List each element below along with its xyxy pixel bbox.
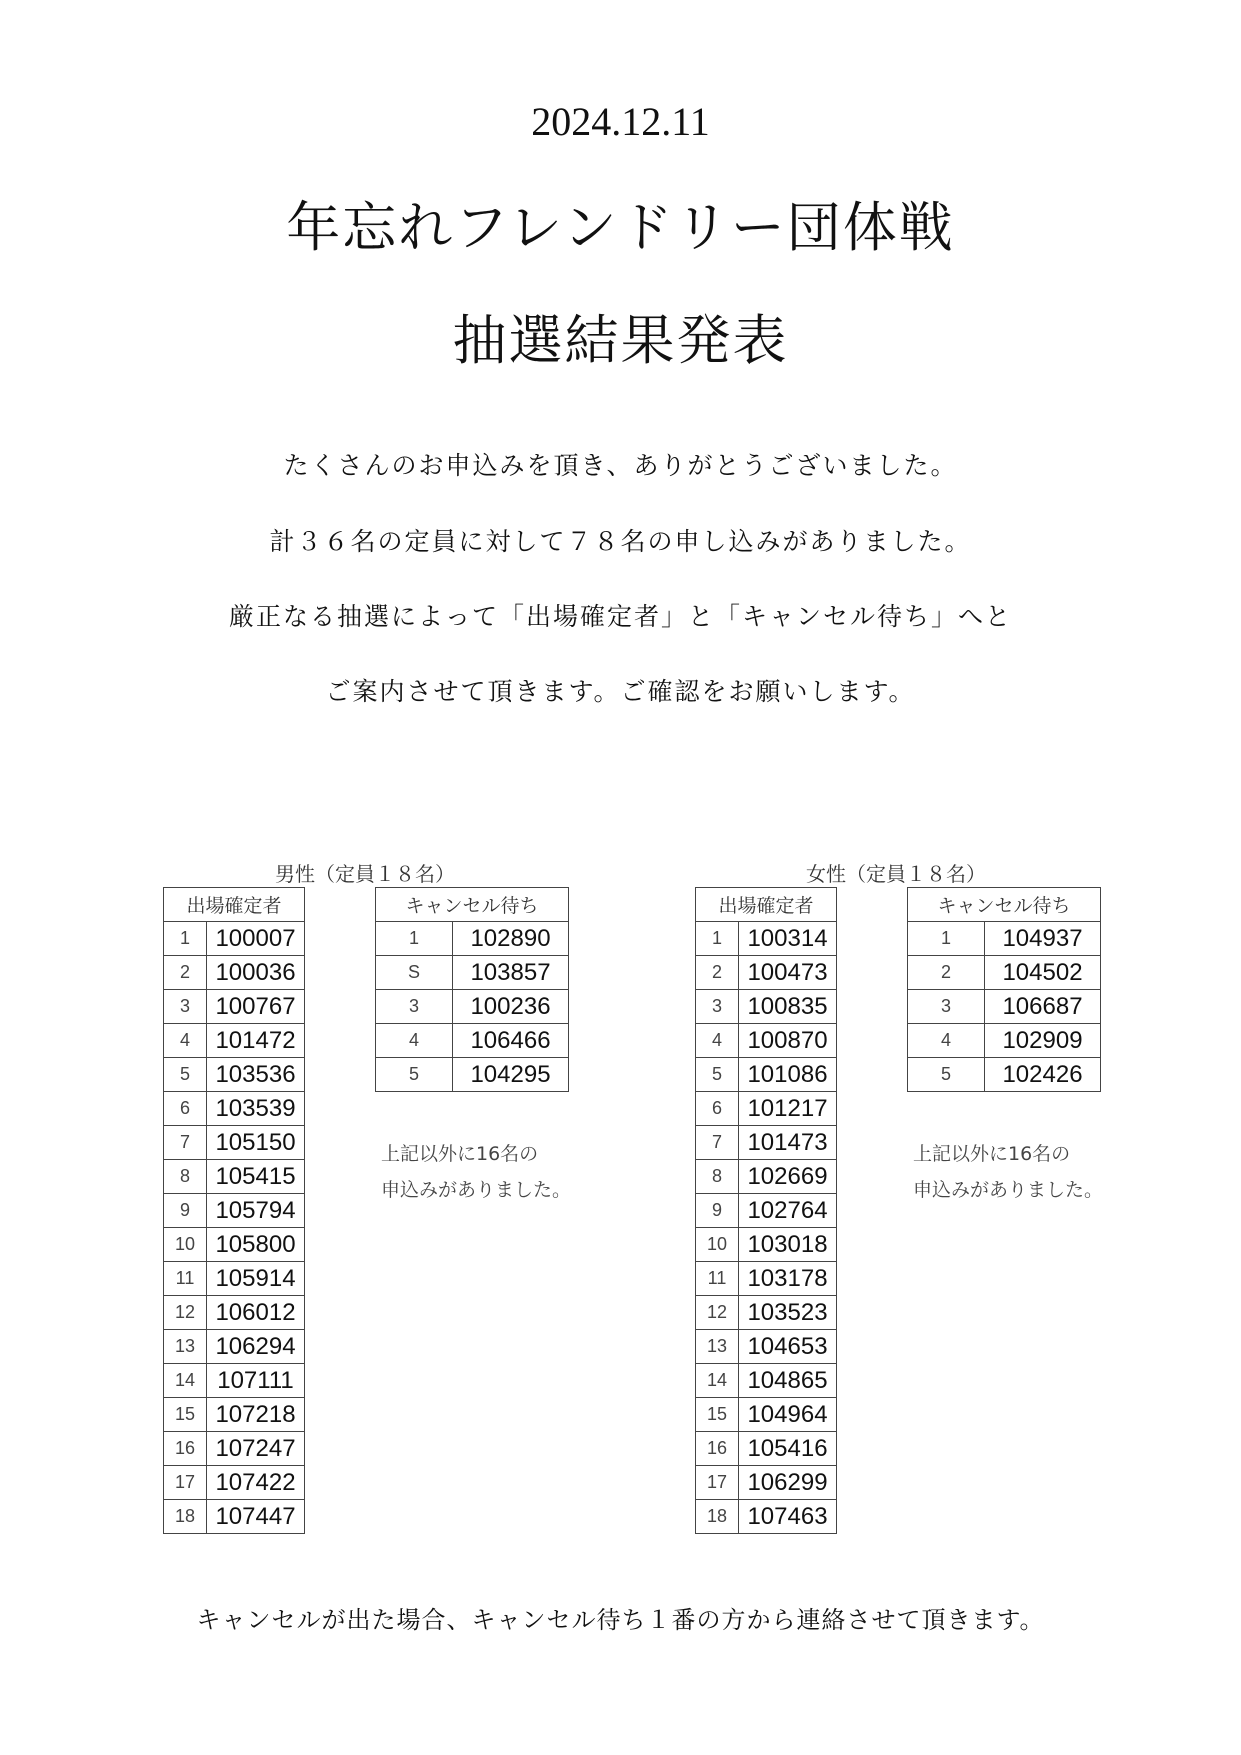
applicant-id: 102669: [739, 1160, 837, 1194]
applicant-id: 104653: [739, 1330, 837, 1364]
row-number: 15: [696, 1398, 739, 1432]
row-number: S: [376, 956, 453, 990]
note-line: 申込みがありました。: [381, 1179, 572, 1201]
intro-line: 厳正なる抽選によって「出場確定者」と「キャンセル待ち」へと: [228, 602, 1012, 631]
table-row: [696, 1466, 837, 1500]
applicant-id: 103539: [207, 1092, 305, 1126]
row-number: 4: [696, 1024, 739, 1058]
row-number: 13: [164, 1330, 207, 1364]
applicant-id: 106466: [453, 1024, 569, 1058]
table-row: [164, 1466, 305, 1500]
row-number: 15: [164, 1398, 207, 1432]
men-remaining-note: [381, 1136, 571, 1208]
applicant-id: 100767: [207, 990, 305, 1024]
row-number: 11: [164, 1262, 207, 1296]
row-number: 1: [908, 922, 985, 956]
table-row: [164, 1500, 305, 1534]
applicant-id: 106012: [207, 1296, 305, 1330]
women-waitlist-table: [907, 887, 1101, 1092]
table-row: [376, 1024, 569, 1058]
men-confirmed-table: [163, 887, 305, 1534]
row-number: 17: [696, 1466, 739, 1500]
row-number: 1: [696, 922, 739, 956]
waitlist-header: キャンセル待ち: [908, 888, 1101, 922]
table-row: [696, 1160, 837, 1194]
table-row: [164, 956, 305, 990]
applicant-id: 100236: [453, 990, 569, 1024]
table-row: [696, 1228, 837, 1262]
table-row: [696, 1024, 837, 1058]
applicant-id: 100835: [739, 990, 837, 1024]
applicant-id: 101473: [739, 1126, 837, 1160]
row-number: 7: [164, 1126, 207, 1160]
announcement-date: 2024.12.11: [531, 99, 710, 144]
table-row: [696, 1330, 837, 1364]
applicant-id: 105800: [207, 1228, 305, 1262]
table-row: [164, 1160, 305, 1194]
table-row: [696, 1058, 837, 1092]
applicant-id: 105416: [739, 1432, 837, 1466]
table-row: [376, 956, 569, 990]
table-row: [696, 1092, 837, 1126]
note-line: 上記以外に16名の: [381, 1143, 539, 1165]
table-row: [696, 1126, 837, 1160]
applicant-id: 103523: [739, 1296, 837, 1330]
row-number: 3: [376, 990, 453, 1024]
row-number: 1: [164, 922, 207, 956]
row-number: 4: [376, 1024, 453, 1058]
row-number: 3: [908, 990, 985, 1024]
table-row: [696, 1296, 837, 1330]
applicant-id: 106294: [207, 1330, 305, 1364]
row-number: 5: [164, 1058, 207, 1092]
applicant-id: 107447: [207, 1500, 305, 1534]
table-row: [164, 1024, 305, 1058]
table-row: [164, 1194, 305, 1228]
row-number: 4: [908, 1024, 985, 1058]
applicant-id: 106299: [739, 1466, 837, 1500]
row-number: 18: [164, 1500, 207, 1534]
row-number: 6: [696, 1092, 739, 1126]
applicant-id: 101086: [739, 1058, 837, 1092]
footer-notice: キャンセルが出た場合、キャンセル待ち１番の方から連絡させて頂きます。: [196, 1606, 1045, 1634]
intro-line: 計３６名の定員に対して７８名の申し込みがありました。: [269, 527, 972, 556]
row-number: 2: [164, 956, 207, 990]
applicant-id: 100473: [739, 956, 837, 990]
table-row: [696, 1398, 837, 1432]
row-number: 18: [696, 1500, 739, 1534]
table-row: [376, 1058, 569, 1092]
applicant-id: 104295: [453, 1058, 569, 1092]
row-number: 13: [696, 1330, 739, 1364]
table-row: [376, 990, 569, 1024]
applicant-id: 100314: [739, 922, 837, 956]
table-row: [696, 1364, 837, 1398]
table-row: [696, 1194, 837, 1228]
row-number: 7: [696, 1126, 739, 1160]
applicant-id: 100036: [207, 956, 305, 990]
applicant-id: 102890: [453, 922, 569, 956]
table-row: [164, 1058, 305, 1092]
table-row: [696, 1500, 837, 1534]
row-number: 8: [696, 1160, 739, 1194]
table-row: [164, 1364, 305, 1398]
applicant-id: 107218: [207, 1398, 305, 1432]
confirmed-header: 出場確定者: [164, 888, 305, 922]
table-row: [908, 922, 1101, 956]
women-section-title: 女性（定員１８名）: [806, 862, 986, 886]
applicant-id: 104502: [985, 956, 1101, 990]
row-number: 10: [164, 1228, 207, 1262]
table-row: [164, 990, 305, 1024]
applicant-id: 104865: [739, 1364, 837, 1398]
table-row: [164, 1296, 305, 1330]
applicant-id: 104964: [739, 1398, 837, 1432]
applicant-id: 103018: [739, 1228, 837, 1262]
row-number: 14: [696, 1364, 739, 1398]
row-number: 3: [164, 990, 207, 1024]
table-row: [696, 956, 837, 990]
row-number: 6: [164, 1092, 207, 1126]
table-row: [696, 922, 837, 956]
event-title: 年忘れフレンドリー団体戦: [286, 196, 955, 259]
results-heading: 抽選結果発表: [452, 309, 789, 372]
women-confirmed-table: [695, 887, 837, 1534]
women-remaining-note: [913, 1136, 1103, 1208]
row-number: 5: [696, 1058, 739, 1092]
table-row: [164, 1092, 305, 1126]
applicant-id: 105150: [207, 1126, 305, 1160]
waitlist-header: キャンセル待ち: [376, 888, 569, 922]
applicant-id: 101472: [207, 1024, 305, 1058]
applicant-id: 105914: [207, 1262, 305, 1296]
row-number: 9: [164, 1194, 207, 1228]
row-number: 5: [908, 1058, 985, 1092]
row-number: 5: [376, 1058, 453, 1092]
row-number: 16: [164, 1432, 207, 1466]
table-row: [164, 922, 305, 956]
table-row: [164, 1126, 305, 1160]
applicant-id: 102909: [985, 1024, 1101, 1058]
note-line: 申込みがありました。: [913, 1179, 1104, 1201]
applicant-id: 104937: [985, 922, 1101, 956]
table-row: [376, 922, 569, 956]
table-row: [908, 956, 1101, 990]
table-row: [696, 1432, 837, 1466]
table-row: [696, 990, 837, 1024]
applicant-id: 107111: [207, 1364, 305, 1398]
applicant-id: 102426: [985, 1058, 1101, 1092]
applicant-id: 105415: [207, 1160, 305, 1194]
applicant-id: 103178: [739, 1262, 837, 1296]
applicant-id: 107247: [207, 1432, 305, 1466]
row-number: 17: [164, 1466, 207, 1500]
applicant-id: 103536: [207, 1058, 305, 1092]
row-number: 2: [696, 956, 739, 990]
row-number: 8: [164, 1160, 207, 1194]
table-row: [164, 1228, 305, 1262]
table-row: [908, 990, 1101, 1024]
intro-line: ご案内させて頂きます。ご確認をお願いします。: [325, 677, 916, 706]
row-number: 4: [164, 1024, 207, 1058]
applicant-id: 100007: [207, 922, 305, 956]
row-number: 9: [696, 1194, 739, 1228]
table-row: [164, 1432, 305, 1466]
intro-line: たくさんのお申込みを頂き、ありがとうございました。: [283, 451, 958, 480]
applicant-id: 107422: [207, 1466, 305, 1500]
applicant-id: 103857: [453, 956, 569, 990]
table-row: [908, 1058, 1101, 1092]
row-number: 1: [376, 922, 453, 956]
row-number: 12: [164, 1296, 207, 1330]
row-number: 11: [696, 1262, 739, 1296]
applicant-id: 101217: [739, 1092, 837, 1126]
row-number: 16: [696, 1432, 739, 1466]
table-row: [164, 1398, 305, 1432]
men-section-title: 男性（定員１８名）: [275, 862, 455, 886]
applicant-id: 102764: [739, 1194, 837, 1228]
row-number: 14: [164, 1364, 207, 1398]
applicant-id: 107463: [739, 1500, 837, 1534]
applicant-id: 105794: [207, 1194, 305, 1228]
row-number: 10: [696, 1228, 739, 1262]
note-line: 上記以外に16名の: [913, 1143, 1071, 1165]
table-row: [908, 1024, 1101, 1058]
applicant-id: 106687: [985, 990, 1101, 1024]
applicant-id: 100870: [739, 1024, 837, 1058]
table-row: [164, 1330, 305, 1364]
confirmed-header: 出場確定者: [696, 888, 837, 922]
table-row: [696, 1262, 837, 1296]
men-waitlist-table: [375, 887, 569, 1092]
row-number: 12: [696, 1296, 739, 1330]
row-number: 2: [908, 956, 985, 990]
table-row: [164, 1262, 305, 1296]
row-number: 3: [696, 990, 739, 1024]
